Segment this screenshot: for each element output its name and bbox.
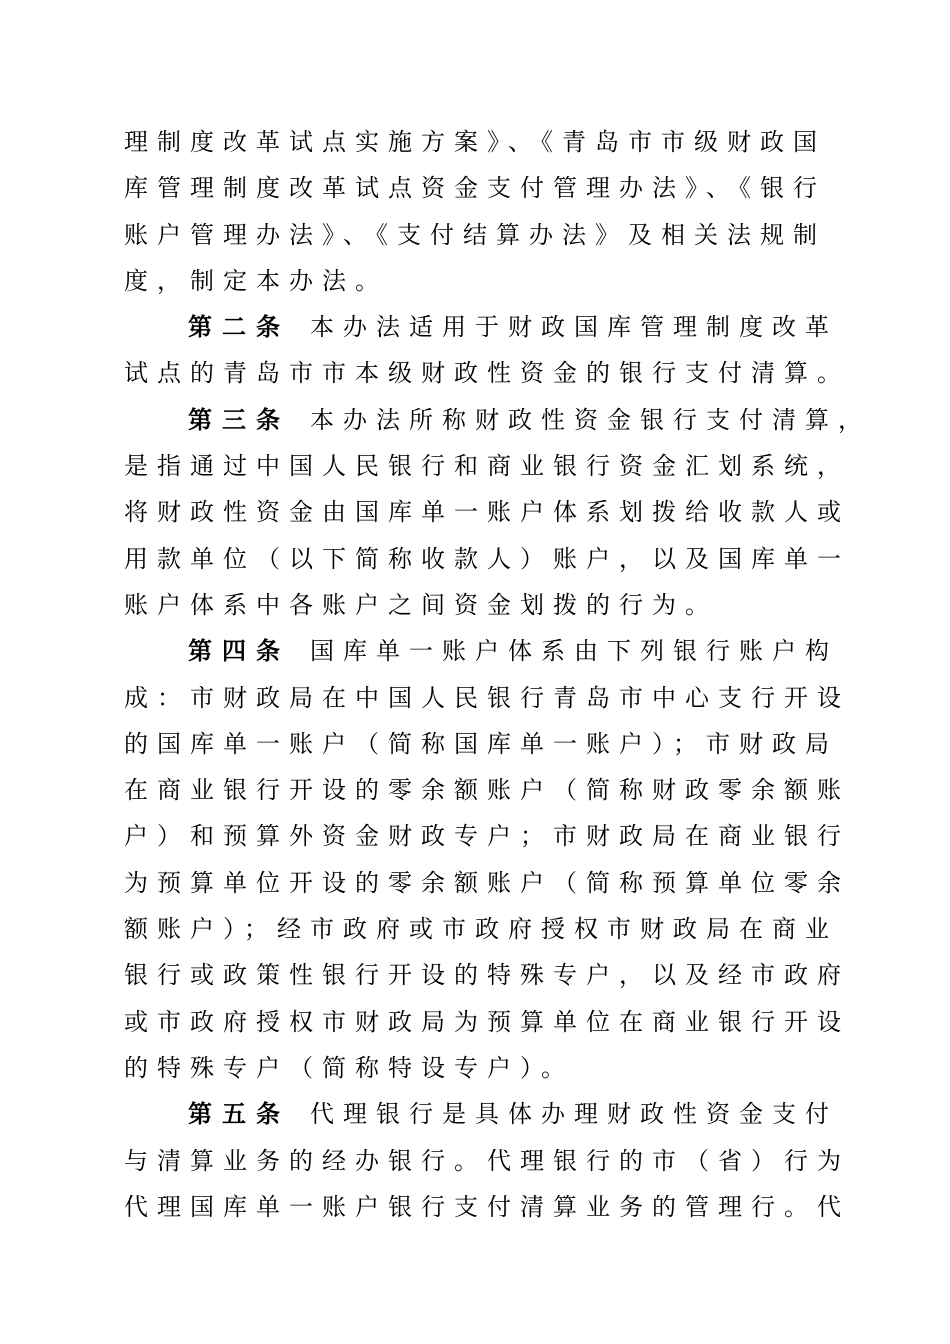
text-line: 账户管理办法》、《支付结算办法》及相关法规制 bbox=[124, 220, 826, 249]
text-line: 账户体系中各账户之间资金划拨的行为。 bbox=[124, 590, 718, 619]
text-line: 银行或政策性银行开设的特殊专户，以及经市政府 bbox=[124, 961, 850, 990]
article-3-label: 第三条 bbox=[188, 404, 290, 434]
text-line: 户）和预算外资金财政专户；市财政局在商业银行 bbox=[124, 822, 850, 851]
text-line: 额账户）；经市政府或市政府授权市财政局在商业 bbox=[124, 915, 838, 944]
text-line: 库管理制度改革试点资金支付管理办法》、《银行 bbox=[124, 174, 826, 203]
text-line: 或市政府授权市财政局为预算单位在商业银行开设 bbox=[124, 1007, 850, 1036]
document-body bbox=[124, 119, 871, 1230]
article-2-label: 第二条 bbox=[188, 312, 290, 342]
text-line: 成：市财政局在中国人民银行青岛市中心支行开设 bbox=[124, 683, 850, 712]
article-4-first-line bbox=[124, 628, 838, 674]
text-line: 为预算单位开设的零余额账户（简称预算单位零余 bbox=[124, 868, 850, 897]
article-3-first-line bbox=[124, 397, 871, 443]
text-line: 将财政性资金由国库单一账户体系划拨给收款人或 bbox=[124, 498, 850, 527]
article-5-first-line bbox=[124, 1091, 838, 1137]
article-2-first-line bbox=[124, 304, 838, 350]
text-line: 本办法所称财政性资金银行支付清算， bbox=[310, 405, 871, 434]
text-line: 代理国库单一账户银行支付清算业务的管理行。代 bbox=[124, 1192, 850, 1221]
article-4-label: 第四条 bbox=[188, 636, 290, 666]
text-line: 本办法适用于财政国库管理制度改革 bbox=[310, 313, 838, 342]
text-line: 理制度改革试点实施方案》、《青岛市市级财政国 bbox=[124, 128, 826, 156]
text-line: 与清算业务的经办银行。代理银行的市（省）行为 bbox=[124, 1146, 850, 1175]
text-line: 的特殊专户（简称特设专户）。 bbox=[124, 1053, 574, 1082]
text-line: 代理银行是具体办理财政性资金支付 bbox=[310, 1100, 838, 1129]
text-line: 的国库单一账户（简称国库单一账户）；市财政局 bbox=[124, 729, 838, 758]
text-line: 用款单位（以下简称收款人）账户，以及国库单一 bbox=[124, 544, 850, 573]
text-line: 是指通过中国人民银行和商业银行资金汇划系统， bbox=[124, 452, 850, 481]
text-line: 国库单一账户体系由下列银行账户构 bbox=[310, 637, 838, 666]
article-5-label: 第五条 bbox=[188, 1099, 290, 1129]
text-line: 试点的青岛市市本级财政性资金的银行支付清算。 bbox=[124, 359, 850, 388]
text-line: 度，制定本办法。 bbox=[124, 266, 388, 295]
text-line: 在商业银行开设的零余额账户（简称财政零余额账 bbox=[124, 776, 850, 805]
